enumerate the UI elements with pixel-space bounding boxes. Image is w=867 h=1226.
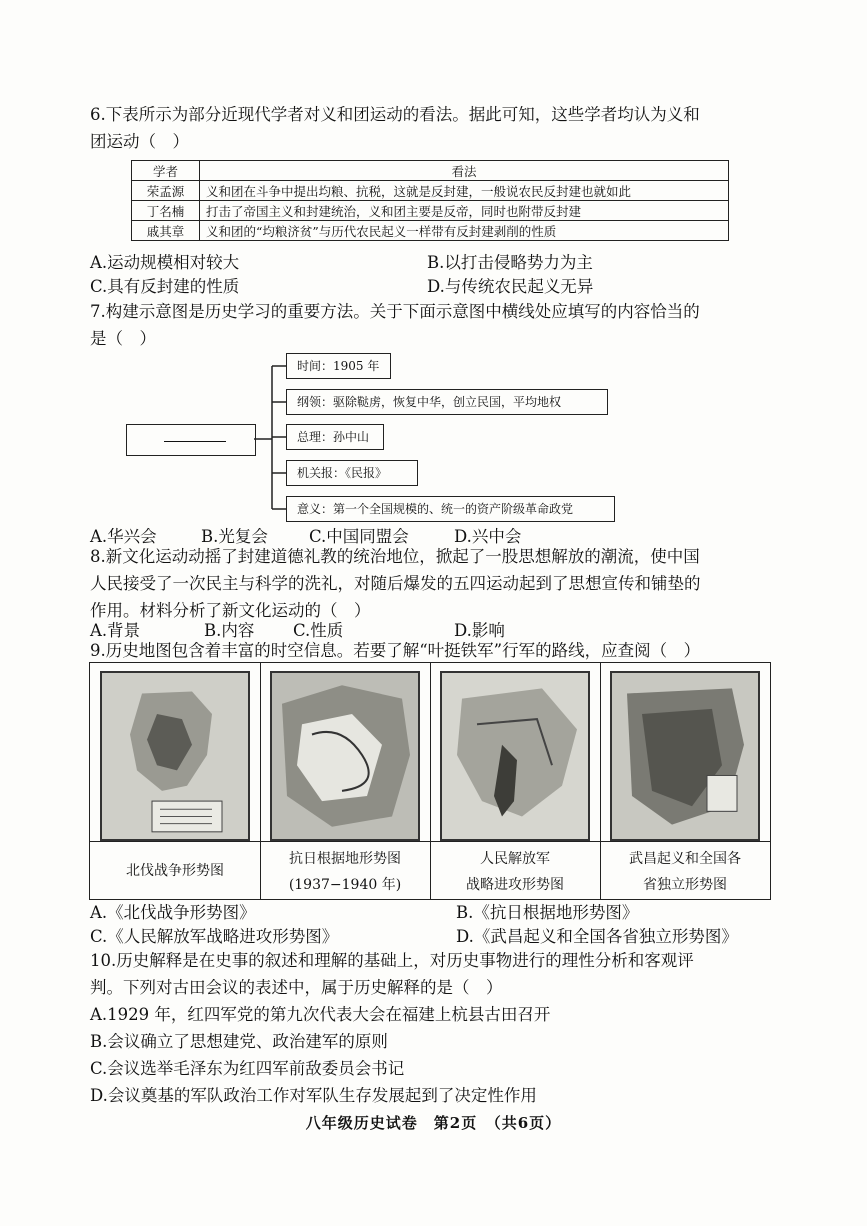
q6-header-scholar: 学者	[132, 161, 200, 181]
q7-blank-line	[164, 441, 226, 442]
q8-stem-line1: 8.新文化运动动摇了封建道德礼教的统治地位，掀起了一股思想解放的潮流，使中国	[90, 547, 700, 566]
q7-option-a[interactable]: A.华兴会	[90, 527, 157, 546]
caption-line1: 北伐战争形势图	[126, 863, 224, 879]
q7-box-newspaper: 机关报：《民报》	[286, 460, 418, 486]
q6-option-b[interactable]: B.以打击侵略势力为主	[427, 253, 593, 272]
table-row	[132, 201, 729, 221]
q7-option-d[interactable]: D.兴中会	[454, 527, 522, 546]
q6-option-c[interactable]: C.具有反封建的性质	[90, 277, 240, 296]
q10-option-c[interactable]: C.会议选举毛泽东为红四军前敌委员会书记	[90, 1059, 405, 1078]
q9-option-c[interactable]: C.《人民解放军战略进攻形势图》	[90, 927, 339, 946]
map-image	[610, 671, 760, 841]
q9-map-4[interactable]	[600, 663, 770, 899]
q7-box-time: 时间：1905 年	[286, 353, 391, 379]
q7-box-significance: 意义：第一个全国规模的、统一的资产阶级革命政党	[286, 496, 615, 522]
q6-row3-view: 义和团的“均粮济贫”与历代农民起义一样带有反封建剥削的性质	[200, 221, 729, 241]
q8-stem-line2: 人民接受了一次民主与科学的洗礼，对随后爆发的五四运动起到了思想宣传和铺垫的	[90, 574, 701, 593]
caption-line2: (1937−1940 年)	[288, 877, 402, 893]
q9-option-a[interactable]: A.《北伐战争形势图》	[90, 903, 256, 922]
q7-box-program: 纲领：驱除鞑虏，恢复中华，创立民国，平均地权	[286, 389, 608, 415]
q8-option-a[interactable]: A.背景	[90, 621, 141, 640]
q10-option-b[interactable]: B.会议确立了思想建党、政治建军的原则	[90, 1032, 388, 1051]
q6-stem-line1: 6.下表所示为部分近现代学者对义和团运动的看法。据此可知，这些学者均认为义和	[90, 105, 700, 124]
q8-stem	[90, 543, 770, 624]
q10-option-a[interactable]: A.1929 年，红四军党的第九次代表大会在福建上杭县古田召开	[90, 1005, 551, 1024]
q10-stem-line1: 10.历史解释是在史事的叙述和理解的基础上，对历史事物进行的理性分析和客观评	[90, 951, 694, 970]
q9-stem: 9.历史地图包含着丰富的时空信息。若要了解“叶挺铁军”行军的路线，应查阅（ ）	[90, 641, 701, 660]
q6-stem	[90, 101, 770, 155]
q6-header-view: 看法	[200, 161, 729, 181]
caption-line1: 抗日根据地形势图	[289, 851, 401, 867]
q9-map-2-caption	[260, 841, 430, 899]
q9-map-2[interactable]	[260, 663, 431, 899]
q7-center-box	[126, 424, 256, 456]
q9-option-b[interactable]: B.《抗日根据地形势图》	[456, 903, 639, 922]
caption-line2: 战略进攻形势图	[466, 877, 564, 893]
q8-option-c[interactable]: C.性质	[293, 621, 344, 640]
q7-stem	[90, 298, 770, 352]
q6-row1-view: 义和团在斗争中提出均粮、抗税，这就是反封建，一般说农民反封建也就如此	[200, 181, 729, 201]
q7-stem-line1: 7.构建示意图是历史学习的重要方法。关于下面示意图中横线处应填写的内容恰当的	[90, 302, 700, 321]
q6-row2-view: 打击了帝国主义和封建统治，义和团主要是反帝，同时也附带反封建	[200, 201, 729, 221]
caption-line2: 省独立形势图	[643, 877, 727, 893]
q9-map-4-caption	[600, 841, 770, 899]
q9-map-panel	[89, 662, 771, 900]
q6-stem-line2: 团运动（ ）	[90, 132, 189, 151]
q10-stem	[90, 947, 770, 1001]
q9-map-3-caption	[430, 841, 600, 899]
q6-option-d[interactable]: D.与传统农民起义无异	[427, 277, 594, 296]
q6-row2-scholar: 丁名楠	[132, 201, 200, 221]
q6-option-a[interactable]: A.运动规模相对较大	[90, 253, 240, 272]
q7-option-c[interactable]: C.中国同盟会	[309, 527, 409, 546]
q8-option-d[interactable]: D.影响	[454, 621, 505, 640]
q7-option-b[interactable]: B.光复会	[201, 527, 268, 546]
q10-options	[90, 1001, 770, 1109]
q9-map-1[interactable]	[90, 663, 261, 899]
q10-option-d[interactable]: D.会议奠基的军队政治工作对军队生存发展起到了决定性作用	[90, 1086, 537, 1105]
q9-map-1-caption	[90, 841, 260, 899]
page-footer: 八年级历史试卷 第2页 （共6页）	[305, 1114, 562, 1132]
q10-stem-line2: 判。下列对古田会议的表述中，属于历史解释的是（ ）	[90, 978, 503, 997]
q8-stem-line3: 作用。材料分析了新文化运动的（ ）	[90, 601, 371, 620]
q6-row1-scholar: 荣孟源	[132, 181, 200, 201]
table-row	[132, 181, 729, 201]
q9-option-d[interactable]: D.《武昌起义和全国各省独立形势图》	[456, 927, 738, 946]
q7-stem-line2: 是（ ）	[90, 329, 156, 348]
caption-line1: 武昌起义和全国各	[629, 851, 741, 867]
q6-row3-scholar: 戚其章	[132, 221, 200, 241]
map-image	[270, 671, 420, 841]
q8-option-b[interactable]: B.内容	[204, 621, 255, 640]
q7-box-leader: 总理：孙中山	[286, 424, 384, 450]
caption-line1: 人民解放军	[480, 851, 550, 867]
map-image	[440, 671, 590, 841]
table-row	[132, 221, 729, 241]
q6-table	[131, 160, 729, 241]
q9-map-3[interactable]	[430, 663, 601, 899]
map-image	[100, 671, 250, 841]
